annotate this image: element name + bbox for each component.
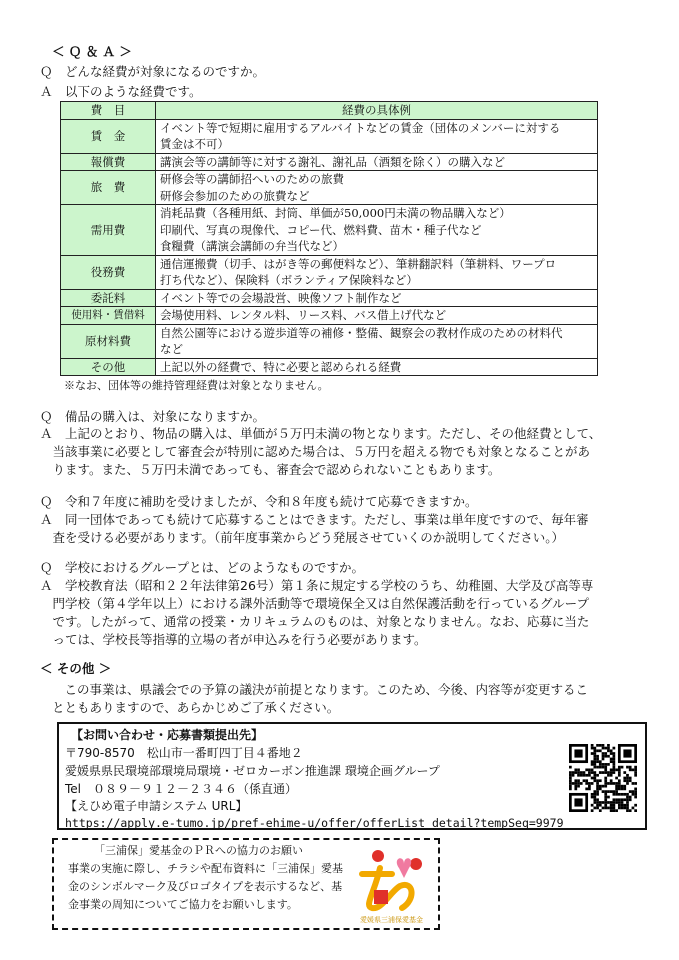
example-line: イベント等で短期に雇用するアルバイトなどの賃金（団体のメンバーに対する (160, 120, 561, 135)
contact-dept: 愛媛県県民環境部環境局環境・ゼロカーボン推進課 環境企画グループ (65, 764, 440, 778)
text-line: とともありますので、あらかじめご了承ください。 (52, 700, 340, 715)
svg-text:愛媛県三浦保愛基金: 愛媛県三浦保愛基金 (360, 916, 423, 924)
expense-examples (156, 358, 598, 376)
contact-tel: Tel ０８９－９１２－２３４６（係直通） (65, 782, 298, 796)
example-line: 会場使用料、レンタル料、リース料、バス借上げ代など (160, 308, 447, 322)
pr-line: 金のシンボルマーク及びロゴタイプを表示するなど、基 (68, 880, 343, 893)
example-line: 講演会等の講師等に対する謝礼、謝礼品（酒類を除く）の購入など (160, 154, 505, 169)
question-3: Ｑ 令和７年度に補助を受けましたが、令和８年度も続けて応募できますか。 (40, 494, 478, 509)
contact-title: 【お問い合わせ・応募書類提出先】 (65, 728, 264, 742)
expense-examples (156, 119, 598, 153)
expense-item: 需用費 (61, 205, 156, 256)
pr-box (52, 838, 440, 930)
qr-code-icon[interactable] (569, 744, 637, 812)
text-line: Ａ 上記のとおり、物品の購入は、単価が５万円未満の物となります。ただし、その他経費として、 (40, 426, 602, 441)
table-row (61, 358, 598, 376)
example-line: 自然公園等における遊歩道等の補修・整備、観察会の教材作成のための材料代 (160, 325, 563, 340)
text-line: Ａ 同一団体であっても続けて応募することはできます。ただし、事業は単年度ですので、毎年審 (40, 512, 589, 527)
question-2: Ｑ 備品の購入は、対象になりますか。 (40, 409, 266, 424)
expense-item: 役務費 (61, 255, 156, 289)
expense-examples (156, 307, 598, 325)
expense-examples (156, 255, 598, 289)
text-line: Ａ 学校教育法（昭和２２年法律第26号）第１条に規定する学校のうち、幼稚園、大学及び高等専 (40, 578, 594, 593)
other-heading: ＜ その他 ＞ (40, 661, 112, 676)
pr-title: 「三浦保」愛基金のＰＲへの協力のお願い (94, 844, 303, 857)
expense-item: その他 (61, 358, 156, 376)
text-line: 査を受ける必要があります。（前年度事業からどう発展させていくのか説明してください。） (40, 530, 565, 545)
pr-line: 事業の実施に際し、チラシや配布資料に「三浦保」愛基 (68, 862, 343, 875)
text-line: っては、学校長等指導的立場の者が申込みを行う必要があります。 (40, 632, 427, 647)
expense-item: 原材料費 (61, 324, 156, 358)
answer-1: Ａ 以下のような経費です。 (40, 84, 202, 99)
application-url[interactable]: https://apply.e-tumo.jp/pref-ehime-u/offer/offerList_detail?tempSeq=9979 (65, 816, 564, 830)
url-label: 【えひめ電子申請システム URL】 (65, 799, 248, 813)
example-line: など (160, 342, 183, 356)
pr-line: 金事業の周知についてご協力をお願いします。 (68, 898, 298, 911)
expense-item: 報償費 (61, 153, 156, 171)
header-item: 費 目 (61, 102, 156, 120)
table-row (61, 153, 598, 171)
example-line: 印刷代、写真の現像代、コピー代、燃料費、苗木・種子代など (160, 222, 482, 237)
expense-examples (156, 289, 598, 307)
contact-box (57, 722, 647, 830)
table-row (61, 324, 598, 358)
table-row (61, 289, 598, 307)
expense-table (60, 101, 598, 376)
expense-item: 旅 費 (61, 171, 156, 205)
miurahoai-fund-logo (354, 844, 436, 926)
expense-examples (156, 171, 598, 205)
text-line: です。したがって、通常の授業・カリキュラムのものは、対象となりません。なお、応募に当た (40, 614, 590, 629)
table-row (61, 171, 598, 205)
table-row (61, 119, 598, 153)
example-line: 上記以外の経費で、特に必要と認められる経費 (160, 359, 402, 374)
text-line: 門学校（第４学年以上）における課外活動等で環境保全又は自然保護活動を行っているグループ (40, 596, 590, 611)
table-row (61, 307, 598, 325)
example-line: 打ち代など）、保険料（ボランティア保険料など） (160, 273, 418, 287)
header-examples: 経費の具体例 (156, 102, 598, 120)
example-line: 消耗品費（各種用紙、封筒、単価が50,000円未満の物品購入など） (160, 206, 511, 220)
table-note: ※なお、団体等の維持管理経費は対象となりません。 (64, 379, 329, 392)
example-line: 研修会参加のための旅費など (160, 188, 310, 203)
table-header-row (61, 102, 598, 120)
expense-examples (156, 324, 598, 358)
expense-item: 使用料・賃借料 (61, 307, 156, 325)
question-1: Ｑ どんな経費が対象になるのですか。 (40, 64, 266, 79)
expense-item: 委託料 (61, 289, 156, 307)
expense-examples (156, 205, 598, 256)
table-row (61, 255, 598, 289)
expense-examples (156, 153, 598, 171)
example-line: 賃金は不可） (160, 137, 229, 151)
example-line: イベント等での会場設営、映像ソフト制作など (160, 290, 402, 305)
text-line: この事業は、県議会での予算の議決が前提となります。このため、今後、内容等が変更するこ (52, 682, 589, 697)
text-line: 当該事業に必要として審査会が特別に認めた場合は、５万円を超える物でも対象となることがあ (40, 444, 591, 459)
question-4: Ｑ 学校におけるグループとは、どのようなものですか。 (40, 560, 365, 575)
contact-address: 〒790-8570 松山市一番町四丁目４番地２ (65, 746, 303, 760)
text-line: ります。また、５万円未満であっても、審査会で認められないこともあります。 (40, 462, 501, 477)
example-line: 通信運搬費（切手、はがき等の郵便料など）、筆耕翻訳料（筆耕料、ワープロ (160, 256, 557, 271)
table-row (61, 205, 598, 256)
example-line: 研修会等の講師招へいのための旅費 (160, 172, 344, 186)
qa-heading: ＜ Ｑ ＆ Ａ ＞ (52, 44, 132, 59)
example-line: 食糧費（講演会講師の弁当代など） (160, 239, 344, 253)
expense-item: 賃 金 (61, 119, 156, 153)
